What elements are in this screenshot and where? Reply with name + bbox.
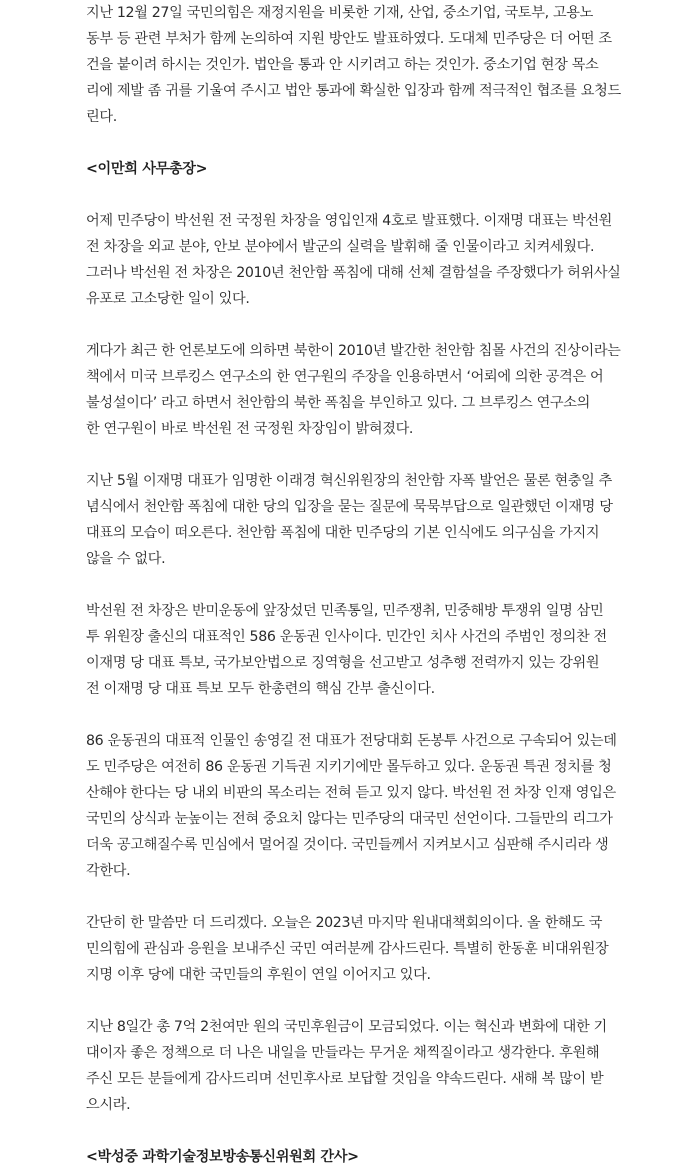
paragraph-gap [86, 182, 686, 208]
paragraph: 86 운동권의 대표적 인물인 송영길 전 대표가 전당대회 돈봉투 사건으로 구속되어 있는데 도 민주당은 여전히 86 운동권 기득권 지키기에만 몰두하고 있다. 운동권 특권 정치를 청 산해야 한다는 당 내외 비판의 목소리는 전혀 듣고 있지 않다. 박선원 전 차장 인재 영입은 국민의 상식과 눈높이는 전혀 중요치 않다는 민주당의 대국민 선언이다. 그들만의 리그가 더욱 공고해질수록 민심에서 멀어질 것이다. 국민들께서 지켜보시고 심판해 주시리라 생 각한다. [86, 733, 617, 879]
paragraph: 지난 12월 27일 국민의힘은 재정지원을 비롯한 기재, 산업, 중소기업, 국토부, 고용노 동부 등 관련 부처가 함께 논의하여 지원 방안도 발표하였다. 도대체 민주당은 더 어떤 조 건을 붙이려 하시는 것인가. 법안을 통과 안 시키려고 하는 것인가. 중소기업 현장 목소 리에 제발 좀 귀를 기울여 주시고 법안 통과에 확실한 입장과 함께 적극적인 협조를 요청드 린다. [86, 5, 621, 125]
paragraph-gap [86, 988, 686, 1014]
paragraph-gap [86, 702, 686, 728]
speaker-heading: <박성중 과학기술정보방송통신위원회 간사> [86, 1149, 359, 1165]
paragraph: 박선원 전 차장은 반미운동에 앞장섰던 민족통일, 민주쟁취, 민중해방 투쟁위 일명 삼민 투 위원장 출신의 대표적인 586 운동권 인사이다. 민간인 치사 사건의 주범인 정의찬 전 이재명 당 대표 특보, 국가보안법으로 징역형을 선고받고 성추행 전력까지 있는 강위원 전 이재명 당 대표 특보 모두 한총련의 핵심 간부 출신이다. [86, 603, 607, 697]
paragraph-gap [86, 884, 686, 910]
paragraph: 지난 5월 이재명 대표가 임명한 이래경 혁신위원장의 천안함 자폭 발언은 물론 현충일 추 념식에서 천안함 폭침에 대한 당의 입장을 묻는 질문에 묵묵부답으로 일관했던 이재명 당 대표의 모습이 떠오른다. 천안함 폭침에 대한 민주당의 기본 인식에도 의구심을 가지지 않을 수 없다. [86, 473, 613, 567]
paragraph-gap [86, 442, 686, 468]
paragraph: 어제 민주당이 박선원 전 국정원 차장을 영입인재 4호로 발표했다. 이재명 대표는 박선원 전 차장을 외교 분야, 안보 분야에서 발군의 실력을 발휘해 줄 인물이라고 치켜세웠다. 그러나 박선원 전 차장은 2010년 천안함 폭침에 대해 선체 결함설을 주장했다가 허위사실 유포로 고소당한 일이 있다. [86, 213, 621, 307]
paragraph-gap [86, 572, 686, 598]
paragraph: 간단히 한 말씀만 더 드리겠다. 오늘은 2023년 마지막 원내대책회의이다. 올 한해도 국 민의힘에 관심과 응원을 보내주신 국민 여러분께 감사드린다. 특별히 한동훈 비대위원장 지명 이후 당에 대한 국민들의 후원이 연일 이어지고 있다. [86, 915, 609, 983]
paragraph: 게다가 최근 한 언론보도에 의하면 북한이 2010년 발간한 천안함 침몰 사건의 진상이라는 책에서 미국 브루킹스 연구소의 한 연구원의 주장을 인용하면서 ‘어뢰에 의한 공격은 어 불성설이다’ 라고 하면서 천안함의 북한 폭침을 부인하고 있다. 그 브루킹스 연구소의 한 연구원이 바로 박선원 전 국정원 차장임이 밝혀졌다. [86, 343, 621, 437]
document-page [86, 0, 686, 1170]
paragraph-gap [86, 312, 686, 338]
paragraph-gap [86, 130, 686, 156]
speaker-heading: <이만희 사무총장> [86, 161, 208, 177]
paragraph-gap [86, 1118, 686, 1144]
paragraph: 지난 8일간 총 7억 2천여만 원의 국민후원금이 모금되었다. 이는 혁신과 변화에 대한 기 대이자 좋은 정책으로 더 나은 내일을 만들라는 무거운 채찍질이라고 생각한다. 후원해 주신 모든 분들에게 감사드리며 선민후사로 보답할 것임을 약속드린다. 새해 복 많이 받 으시라. [86, 1019, 607, 1113]
